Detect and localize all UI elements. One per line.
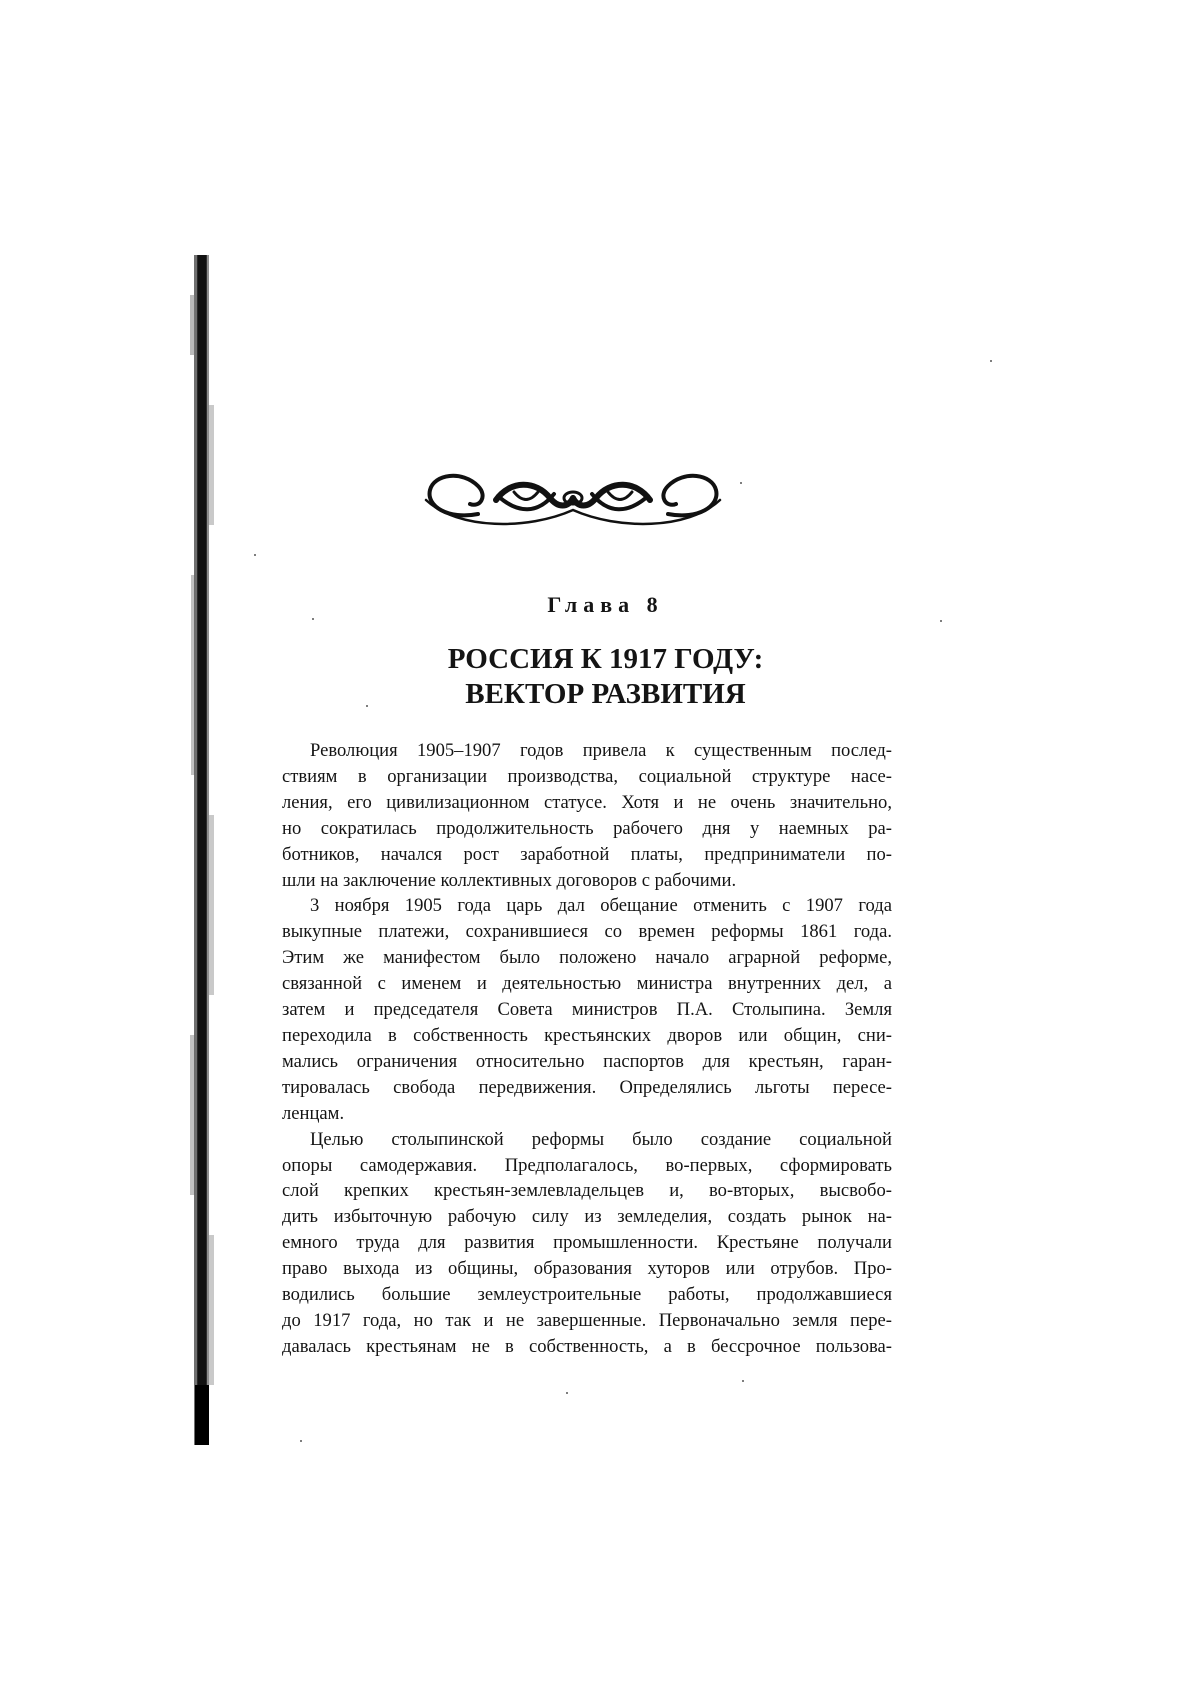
flourish-ornament-icon [418, 452, 728, 542]
scan-speck [990, 360, 992, 362]
text-line: Этим же манифестом было положено начало аграрной реформе, [282, 947, 892, 969]
scan-speck [740, 482, 742, 484]
text-line: мались ограничения относительно паспортов для крестьян, гаран- [282, 1050, 892, 1072]
scan-speck [254, 554, 256, 556]
paragraph-2 [282, 893, 892, 1126]
text-line: Революция 1905–1907 годов привела к существенным послед- [310, 740, 892, 761]
text-line: ствиям в организации производства, социальной структуре насе- [282, 765, 892, 787]
text-line: ления, его цивилизационном статусе. Хотя и не очень значительно, [282, 791, 892, 813]
chapter-title-line-1: РОССИЯ К 1917 ГОДУ: [447, 643, 764, 675]
scan-speck [566, 1392, 568, 1394]
scan-speck [312, 618, 314, 620]
text-line: шли на заключение коллективных договоров с рабочими. [282, 869, 737, 891]
text-line: выкупные платежи, сохранившиеся со времен реформы 1861 года. [282, 921, 892, 943]
text-line: но сократилась продолжительность рабочего дня у наемных ра- [282, 817, 892, 839]
text-line: опоры самодержавия. Предполагалось, во-первых, сформировать [282, 1154, 892, 1176]
text-line: ботников, начался рост заработной платы, предприниматели по- [282, 843, 892, 865]
chapter-body [282, 738, 892, 1360]
text-line: право выхода из общины, образования хуторов или отрубов. Про- [282, 1258, 892, 1280]
scan-speck [940, 620, 942, 622]
scan-binding-edge [190, 255, 216, 1445]
text-line: ленцам. [282, 1102, 345, 1124]
text-line: затем и председателя Совета министров П.А. Столыпина. Земля [282, 999, 892, 1021]
paragraph-1 [282, 738, 892, 893]
text-line: слой крепких крестьян-землевладельцев и, во-вторых, высвобо- [282, 1180, 892, 1202]
text-line: связанной с именем и деятельностью министра внутренних дел, а [282, 973, 892, 995]
scan-speck [742, 1380, 744, 1382]
chapter-title [0, 642, 1191, 712]
chapter-label: Глава 8 [547, 592, 664, 617]
text-line: 3 ноября 1905 года царь дал обещание отменить с 1907 года [310, 895, 892, 917]
text-line: дить избыточную рабочую силу из земледелия, создать рынок на- [282, 1206, 892, 1228]
paragraph-3 [282, 1127, 892, 1360]
scan-speck [300, 1440, 302, 1442]
text-line: тировалась свобода передвижения. Определялись льготы пересе- [282, 1076, 892, 1098]
text-line: переходила в собственность крестьянских дворов или общин, сни- [282, 1024, 892, 1046]
chapter-title-line-2: ВЕКТОР РАЗВИТИЯ [465, 678, 746, 710]
scan-speck [366, 705, 368, 707]
text-line: водились большие землеустроительные работы, продолжавшиеся [282, 1284, 892, 1306]
text-line: до 1917 года, но так и не завершенные. Первоначально земля пере- [282, 1309, 892, 1331]
text-line: Целью столыпинской реформы было создание социальной [310, 1128, 892, 1150]
text-line: давалась крестьянам не в собственность, а в бессрочное пользова- [282, 1335, 892, 1357]
text-line: емного труда для развития промышленности. Крестьяне получали [282, 1232, 892, 1254]
